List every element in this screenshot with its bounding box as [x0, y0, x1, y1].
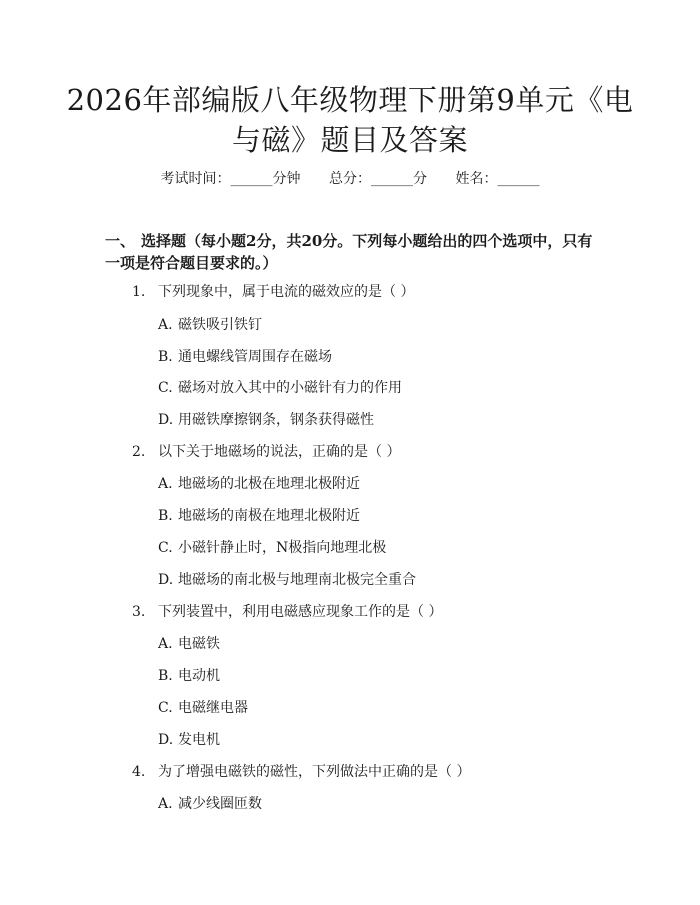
question-text: 下列装置中，利用电磁感应现象工作的是（ ） [158, 604, 443, 620]
option-letter: A. [158, 636, 173, 652]
option-letter: D. [158, 412, 174, 428]
page-title: 2026年部编版八年级物理下册第9单元《电与磁》题目及答案 [66, 83, 634, 157]
exam-time-label: 考试时间：______分钟 [160, 171, 301, 187]
option-text: 磁场对放入其中的小磁针有力的作用 [178, 380, 402, 396]
option-letter: D. [158, 732, 174, 748]
option-letter: B. [158, 349, 173, 365]
option-letter: B. [158, 508, 173, 524]
question-1 [132, 281, 414, 301]
question-1-option-a [158, 314, 262, 334]
question-text: 下列现象中，属于电流的磁效应的是（ ） [158, 284, 415, 300]
total-score-label: 总分：______分 [329, 171, 427, 187]
option-letter: A. [158, 796, 173, 812]
option-text: 通电螺线管周围存在磁场 [178, 349, 332, 365]
option-letter: D. [158, 572, 174, 588]
section-heading [105, 230, 600, 274]
question-1-option-b [158, 346, 332, 366]
option-text: 磁铁吸引铁钉 [178, 317, 262, 333]
question-2-option-d [158, 569, 416, 589]
question-4 [132, 761, 470, 781]
question-number: 1. [132, 284, 146, 300]
option-letter: C. [158, 700, 173, 716]
option-letter: A. [158, 476, 173, 492]
question-4-option-a [158, 793, 262, 813]
question-2-option-b [158, 505, 360, 525]
section-number: 一、 [105, 232, 136, 250]
section-instructions: 选择题（每小题2分，共20分。下列每小题给出的四个选项中，只有一项是符合题目要求的。） [105, 232, 593, 272]
question-2-option-c [158, 537, 386, 557]
option-text: 地磁场的南北极与地理南北极完全重合 [178, 572, 416, 588]
option-letter: C. [158, 540, 173, 556]
option-text: 电磁铁 [178, 636, 220, 652]
option-letter: B. [158, 668, 173, 684]
option-text: 发电机 [178, 732, 220, 748]
question-number: 4. [132, 764, 146, 780]
option-letter: C. [158, 380, 173, 396]
option-letter: A. [158, 317, 173, 333]
question-3-option-b [158, 665, 220, 685]
question-2-option-a [158, 473, 360, 493]
question-2 [132, 441, 400, 461]
student-name-label: 姓名：______ [455, 171, 540, 187]
question-3 [132, 601, 442, 621]
question-3-option-d [158, 729, 220, 749]
question-text: 以下关于地磁场的说法，正确的是（ ） [158, 444, 401, 460]
option-text: 电动机 [178, 668, 220, 684]
option-text: 小磁针静止时，N极指向地理北极 [178, 540, 387, 556]
question-3-option-a [158, 633, 220, 653]
question-number: 2. [132, 444, 146, 460]
question-1-option-c [158, 377, 402, 397]
option-text: 减少线圈匝数 [178, 796, 262, 812]
question-number: 3. [132, 604, 146, 620]
exam-meta [0, 168, 700, 188]
option-text: 地磁场的北极在地理北极附近 [178, 476, 360, 492]
question-3-option-c [158, 697, 248, 717]
question-text: 为了增强电磁铁的磁性，下列做法中正确的是（ ） [158, 764, 471, 780]
question-1-option-d [158, 409, 374, 429]
option-text: 电磁继电器 [178, 700, 248, 716]
option-text: 用磁铁摩擦钢条，钢条获得磁性 [178, 412, 374, 428]
option-text: 地磁场的南极在地理北极附近 [178, 508, 360, 524]
